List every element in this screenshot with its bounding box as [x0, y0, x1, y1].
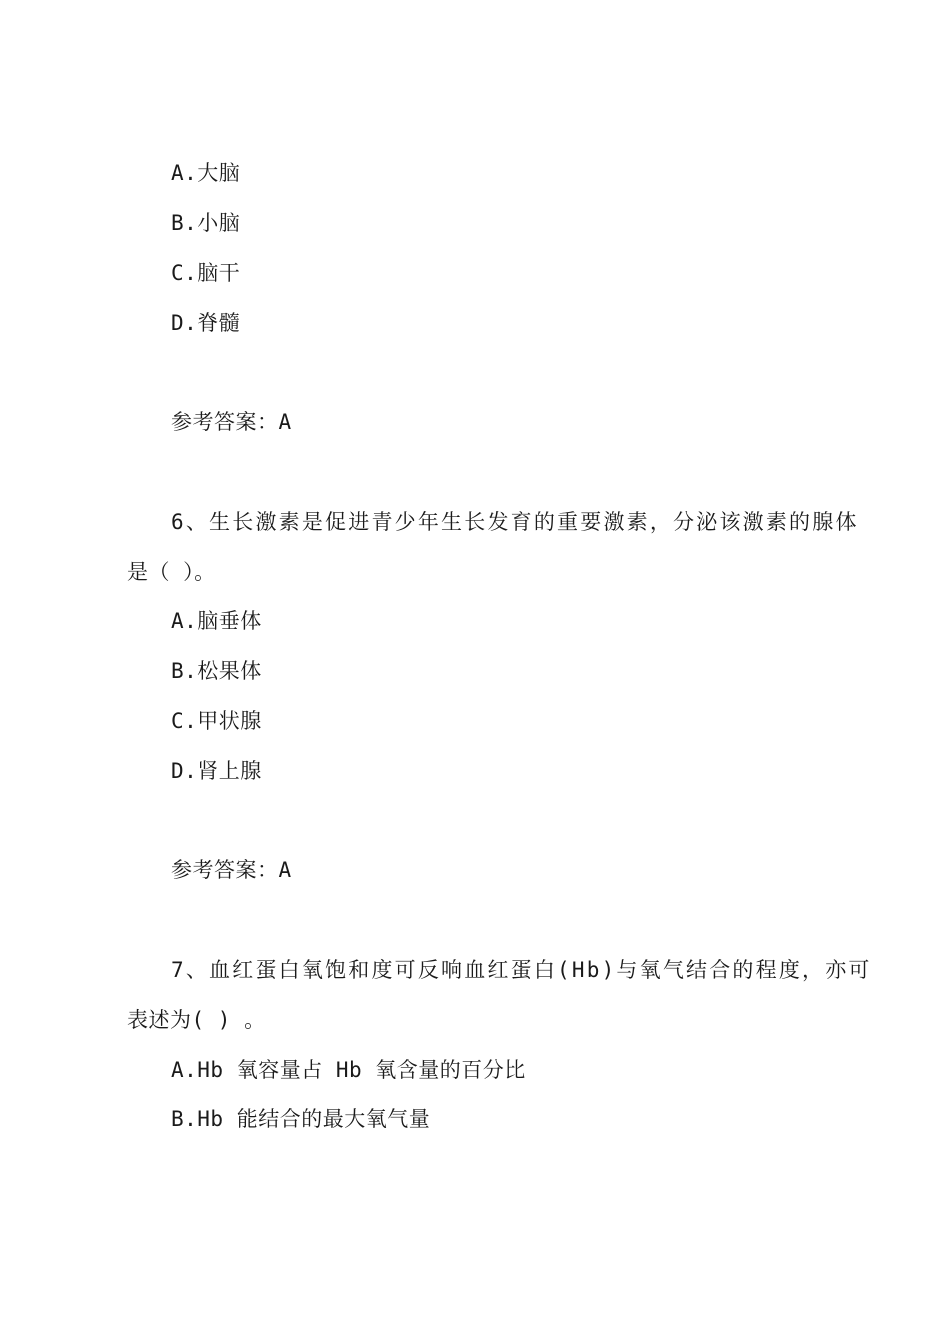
q7-question-line2: 表述为( ) 。	[127, 1008, 266, 1032]
q6-option-c: C.甲状腺	[171, 709, 262, 733]
q5-option-b: B.小脑	[171, 211, 241, 235]
q6-option-b: B.松果体	[171, 659, 262, 683]
q5-option-c: C.脑干	[171, 261, 241, 285]
q7-option-b: B.Hb 能结合的最大氧气量	[171, 1107, 431, 1131]
q6-option-a: A.脑垂体	[171, 609, 262, 633]
q5-option-d: D.脊髓	[171, 311, 241, 335]
q7-option-a: A.Hb 氧容量占 Hb 氧含量的百分比	[171, 1058, 526, 1082]
q6-option-d: D.肾上腺	[171, 759, 262, 783]
q6-question-line1: 6、生长激素是促进青少年生长发育的重要激素，分泌该激素的腺体	[171, 510, 859, 534]
q6-answer: 参考答案：A	[171, 858, 292, 882]
q5-option-a: A.大脑	[171, 161, 241, 185]
q5-answer: 参考答案：A	[171, 410, 292, 434]
q6-question-line2: 是（ ）。	[127, 560, 216, 584]
q7-question-line1: 7、血红蛋白氧饱和度可反响血红蛋白(Hb)与氧气结合的程度，亦可	[171, 958, 872, 982]
